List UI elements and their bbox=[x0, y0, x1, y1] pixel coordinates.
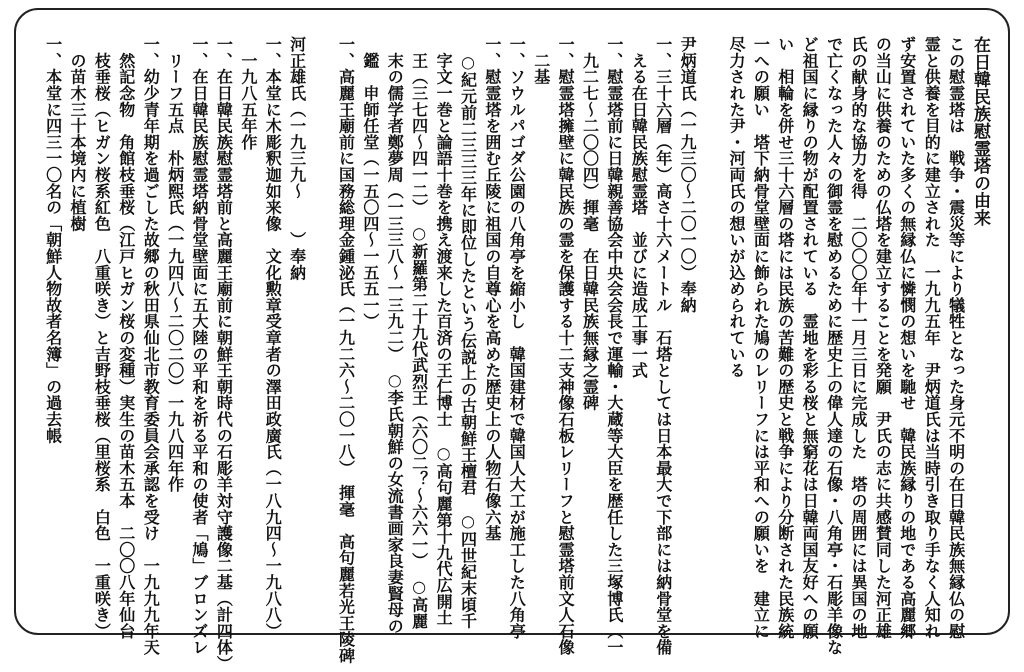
text-line: ど祖国に縁りの物が配置されている 霊地を彩る桜と無窮花は日韓両国友好への願 bbox=[800, 36, 820, 640]
text-line: い 相輪を併せ三十六層の塔には民族の苦難の歴史と戦争により分断された民族統 bbox=[775, 36, 795, 640]
text-line: 一、在日韓民族慰霊塔前と高麗王廟前に朝鮮王朝時代の石彫羊対守護像二基（計四体） bbox=[214, 36, 234, 672]
text-line: 鑑 申師任堂（一五〇四～一五五一） bbox=[360, 36, 380, 330]
text-line: 一、三十六層（年）高さ十六メートル 石塔としては日本最大で下部には納骨堂を備 bbox=[653, 36, 673, 656]
text-line: で亡くなった人々の御霊を慰めるために歴史上の偉人達の石像・八角亭・石彫羊像な bbox=[824, 36, 844, 656]
text-line: 一への願い 塔下納骨堂壁面に飾られた鳩のレリーフには平和への願いを 建立に bbox=[751, 36, 771, 640]
text-line: 一、慰霊塔擁壁に韓民族の霊を保護する十二支神像石板レリーフと慰霊塔前文人石像 bbox=[556, 36, 576, 656]
text-line: 一九八五年作 bbox=[238, 36, 258, 151]
text-line: 河正雄氏（一九三九～ ）奉納 bbox=[287, 36, 307, 281]
text-line: 二基 bbox=[531, 36, 551, 85]
text-line: 尽力された尹・河両氏の想いが込められている bbox=[726, 36, 746, 379]
text-line: 尹炳道氏（一九三〇～二〇一〇）奉納 bbox=[678, 36, 698, 314]
text-line: 一、本堂に四三一〇名の「朝鮮人物故者名簿」の過去帳 bbox=[43, 36, 63, 444]
text-line: 枝垂桜（ヒガン桜系紅色 八重咲き）と吉野枝垂桜（里桜系 白色 一重咲き） bbox=[92, 36, 112, 640]
text-line: 一、幼少青年期を過ごした故郷の秋田県仙北市教育委員会承認を受け 一九九九年天 bbox=[141, 36, 161, 656]
text-line: この慰霊塔は 戦争・震災等により犠牲となった身元不明の在日韓民族無縁仏の慰 bbox=[946, 36, 966, 640]
document-title: 在日韓民族慰霊塔の由来 bbox=[970, 36, 990, 227]
text-line: 末の儒学者鄭夢周（一三三八～一三九二） ○李氏朝鮮の女流書画家良妻賢母の bbox=[385, 36, 405, 635]
text-line: 一、在日韓民族慰霊塔納骨堂壁面に五大陸の平和を祈る平和の使者「鳩」ブロンズレ bbox=[190, 36, 209, 656]
text-line: 一、高麗王廟前に国務総理金鍾泌氏（一九二六～二〇一八） 揮毫 高句麗若光王陵碑 bbox=[336, 36, 356, 664]
blank-line bbox=[309, 36, 333, 626]
text-line: える在日韓民族慰霊塔 並びに造成工事一式 bbox=[629, 36, 649, 379]
text-line: 王（三七四～四一二） ○新羅第二十九代武烈王（六〇二？～六六一） ○高麗 bbox=[409, 36, 429, 630]
text-line: の当山に供養のための仏塔を建立することを発願 尹氏の志に共感賛同した河正雄 bbox=[873, 36, 893, 640]
text-line: 霊と供養を目的に建立された 一九九五年 尹炳道氏は当時引き取り手なく人知れ bbox=[922, 36, 942, 640]
text-line: 然記念物 角館枝垂桜（江戸ヒガン桜の変種）実生の苗木五本 二〇〇八年仙台 bbox=[116, 36, 136, 640]
text-line: の苗木三十本境内に植樹 bbox=[67, 36, 87, 232]
text-line: ○紀元前二三三三年に即位したという伝説上の古朝鮮王檀君 ○四世紀末頃千 bbox=[458, 36, 478, 629]
text-line: 字文一巻と論語十巻を携え渡来した百済の王仁博士 ○高句麗第十九代広開土 bbox=[434, 36, 454, 626]
text-line: リーフ五点 朴炳熙氏（一九四八～二〇二〇）一九八四年作 bbox=[165, 36, 185, 493]
text-line: 一、ソウルパゴダ公園の八角亭を縮小し 韓国建材で韓国人大工が施工した八角亭 bbox=[507, 36, 527, 640]
text-line: ず安置されていた多くの無縁仏に憐憫の想いを馳せ 韓民族縁りの地である高麗郷 bbox=[897, 36, 917, 640]
text-line: 一、慰霊塔前に日韓親善協会中央会会長で運輸・大蔵等大臣を歴任した三塚博氏（一 bbox=[604, 36, 624, 656]
text-line: 一、慰霊塔を囲む丘陵に祖国の自尊心を高めた歴史上の人物石像六基 bbox=[482, 36, 502, 542]
text-line: 九二七～二〇〇四）揮毫 在日韓民族無縁之霊碑 bbox=[580, 36, 600, 411]
blank-line bbox=[699, 36, 723, 626]
text-line: 氏の献身的な協力を得 二〇〇〇年十一月三日に完成した 塔の周囲には異国の地 bbox=[848, 36, 868, 640]
text-line: 一、本堂に木彫釈迦如来像 文化勲章受章者の澤田政廣氏（一八九四～一九八八） bbox=[263, 36, 283, 640]
document-body bbox=[30, 36, 992, 672]
